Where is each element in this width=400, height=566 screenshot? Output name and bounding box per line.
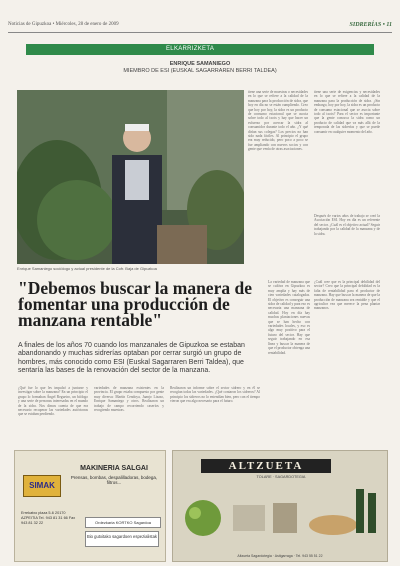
top-rule <box>8 32 392 33</box>
simak-logo: SIMAK <box>23 475 61 497</box>
ad-tagline: Prensas, bombas, despalilladoras, bodega, filtros... <box>70 475 158 485</box>
ad-contact: Errekatxo plaza 5-6 20170 AZPEITIA Tel. 943 81 31 66 Fax 943 81 32 22 <box>21 511 76 525</box>
ad-company: MAKINERIA SALGAI <box>80 465 148 472</box>
byline <box>0 61 400 74</box>
article-column-bottom-1: ¿Qué fue lo que les impulsó a juntarse y investigar sobre la manzana? En un principio el grupo lo formaban Ángel Regueiro, un biólogo y una serie de personas interesadas en el mundo de la sidra. Nos dimos cuenta de que era necesario recuperar las variedades autóctonas que se estaban perdiendo. <box>18 386 88 417</box>
interview-photo <box>17 90 244 264</box>
section-bar: ELKARRIZKETA <box>26 44 374 55</box>
article-column-right-top: tiene una serie de exigencias y necesidades en lo que se refiere a la calidad de la manzana para la producción de sidra. ¿Sin embargo, hoy por hoy, la sidra es un producto de consumo estacional que se asocia sobre todo al txotx? Para el sector es importante que la gente conozca la sidra como un producto de calidad que va más allá de la temporada de las sidrerías y que se puede consumir en cualquier momento del año. <box>314 90 380 134</box>
masthead-section: SIDRERÍAS • 11 <box>349 22 392 28</box>
ad-kortko: Ordezkaria KORTKO Sagardoa <box>85 517 161 528</box>
headline: "Debemos buscar la manera de fomentar una producción de manzana rentable" <box>18 278 252 330</box>
ad-makineria-title <box>69 465 159 485</box>
altzueta-logo: ALTZUETA <box>201 459 331 473</box>
masthead-date: Noticias de Gipuzkoa • Miércoles, 28 de enero de 2009 <box>8 22 119 27</box>
article-deck: A finales de los años 70 cuando los manzanales de Gipuzkoa se estaban abandonando y muchas sidrerías optaban por cerrar surgió un grupo de hombres, más conocido como ESI (Euskal Sagarraren Berri Taldea), que sentaría las bases de la renovación del sector de la manzana. <box>18 342 245 375</box>
advertisements <box>14 450 386 560</box>
article-column-right-bottom: ¿Cuál cree que es la principal debilidad del sector? Creo que la principal debilidad es la falta de rentabilidad para el productor de manzana. Hay que buscar la manera de que la producción de manzana sea rentable y que el agricultor vea que merece la pena plantar manzanos. <box>314 280 380 311</box>
byline-name: ENRIQUE SAMANIEGO <box>169 61 231 67</box>
article-column-middle-top: tiene una serie de muestras o necesidades en lo que se refiere a la calidad de la manzana para la producción de sidra, que hoy en día no se están cumpliendo. Creo que hoy por hoy, la sidra es un producto de consumo estacional que se asocia sobre todo al txotx y hay que hacer un esfuerzo por acercar la sidra al consumidor durante todo el año. ¿Y qué dirían sus colegas? Los precios no han sido nada fáciles. Al principio el grupo era muy reducido, pero poco a poco se fue ampliando con nuevos socios y con gente que venía de otras asociaciones. <box>248 90 308 152</box>
article-column-right-mid: Después de varios años de trabajo se creó la Asociación ESI. Hoy en día es un referente del sector. ¿Cuál es el objetivo actual? Seguir trabajando por la calidad de la manzana y de la sidra. <box>314 214 380 236</box>
article-column-middle-bottom: La variedad de manzana que se cultiva en Gipuzkoa es muy amplia y hay más de cien variedades catalogadas. El objetivo es conseguir una sidra de calidad y para eso es necesaria una manzana de calidad. Hoy en día hay muchas plantaciones nuevas que se han hecho con variedades locales, y eso es algo muy positivo para el futuro del sector. Hay que seguir trabajando en esa línea y buscar la manera de que el productor obtenga una rentabilidad. <box>268 280 310 355</box>
byline-role: MIEMBRO DE ESI (EUSKAL SAGARRAREN BERRI TALDEA) <box>123 68 277 74</box>
ad-makineria <box>14 450 166 562</box>
ad-altzueta-footer: Altzueta Sagardotegia · Astigarraga · Tel. 943 55 51 22 <box>237 554 323 558</box>
masthead <box>8 22 392 32</box>
ad-illustration <box>173 483 387 553</box>
article-column-bottom-2: variedades de manzana existentes en la provincia. El grupo estaba compuesto por gente muy diversa: Martín Cendoya, Juanjo Lizaso, Enrique Samaniego y otros. Realizaron un trabajo de campo recorriendo caseríos y recogiendo muestras. <box>94 386 164 413</box>
ad-gutxiago: Bio gutxitako sagardoen espezialistak <box>85 531 159 547</box>
photo-caption: Enrique Samaniego sociólogo y actual presidente de la Cofr. Baja de Gipuzkoa <box>17 266 157 271</box>
article-column-bottom-3: Realizaron un informe sobre el sector sidrero y en él se recogían todas las variedades. ¿Qué contaron los sidreros? Al principio los sidreros no lo entendían bien, pero con el tiempo vieron que era algo necesario para el futuro. <box>170 386 260 404</box>
ad-altzueta <box>172 450 388 562</box>
altzueta-subline: TOLARE · SAGARDOTEGIA <box>256 475 306 479</box>
photo-illustration <box>17 90 244 264</box>
